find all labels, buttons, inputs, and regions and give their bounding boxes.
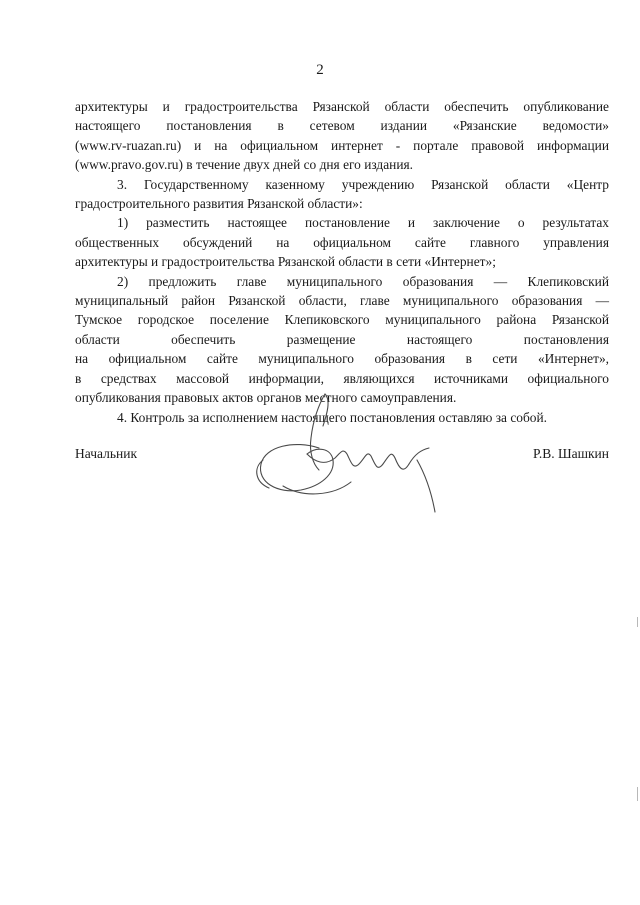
text-line: градостроительного развития Рязанской области»: [75, 196, 363, 212]
paragraph-subitem-1-mid [75, 233, 609, 252]
text-line: архитектуры и градостроительства Рязанской области обеспечить опубликование [75, 99, 609, 114]
paragraph-subitem-2-line [75, 291, 609, 310]
handwritten-signature [243, 390, 453, 520]
paragraph-subitem-2-line [75, 330, 609, 349]
text-line: (www.rv-ruazan.ru) и на официальном интернет - портале правовой информации [75, 137, 609, 153]
paragraph-continuation [75, 97, 609, 155]
scan-edge-mark [637, 787, 638, 801]
signature-block [75, 440, 609, 520]
position-title: Начальник [75, 446, 138, 461]
text-line: муниципальный район Рязанской области, главе муниципального образования — [75, 293, 609, 309]
text-line: в средствах массовой информации, являющихся источниками официального [75, 370, 609, 386]
text-line: 3. Государственному казенному учреждению Рязанской области «Центр [117, 176, 609, 192]
paragraph-subitem-2 [75, 272, 609, 291]
text-line: 4. Контроль за исполнением настоящего постановления оставляю за собой. [117, 409, 548, 425]
paragraph-subitem-1-end [75, 252, 609, 271]
scan-edge-mark [637, 617, 638, 627]
text-line: (www.pravo.gov.ru) в течение двух дней со дня его издания. [75, 157, 414, 173]
paragraph-continuation-end [75, 155, 609, 174]
text-line: 1) разместить настоящее постановление и заключение о результатах [117, 215, 609, 231]
text-line: общественных обсуждений на официальном сайте главного управления [75, 234, 609, 250]
signatory-name: Р.В. Шашкин [533, 446, 609, 461]
text-line: опубликования правовых актов органов местного самоуправления. [75, 390, 457, 406]
body-text [75, 97, 609, 427]
paragraph-item-3 [75, 175, 609, 194]
paragraph-subitem-2-line [75, 349, 609, 368]
text-line: Тумское городское поселение Клепиковского муниципального района Рязанской [75, 312, 609, 328]
text-line: 2) предложить главе муниципального образования — Клепиковский [117, 273, 609, 289]
page-number: 2 [316, 62, 324, 78]
text-line: настоящего постановления в сетевом издании «Рязанские ведомости» [75, 118, 609, 134]
paragraph-subitem-1 [75, 213, 609, 232]
paragraph-subitem-2-line [75, 369, 609, 388]
paragraph-item-3-end [75, 194, 609, 213]
text-line: архитектуры и градостроительства Рязанской области в сети «Интернет»; [75, 254, 496, 270]
text-line: на официальном сайте муниципального образования в сети «Интернет», [75, 351, 609, 367]
text-line: области обеспечить размещение настоящего постановления [75, 331, 609, 347]
paragraph-subitem-2-line [75, 310, 609, 329]
